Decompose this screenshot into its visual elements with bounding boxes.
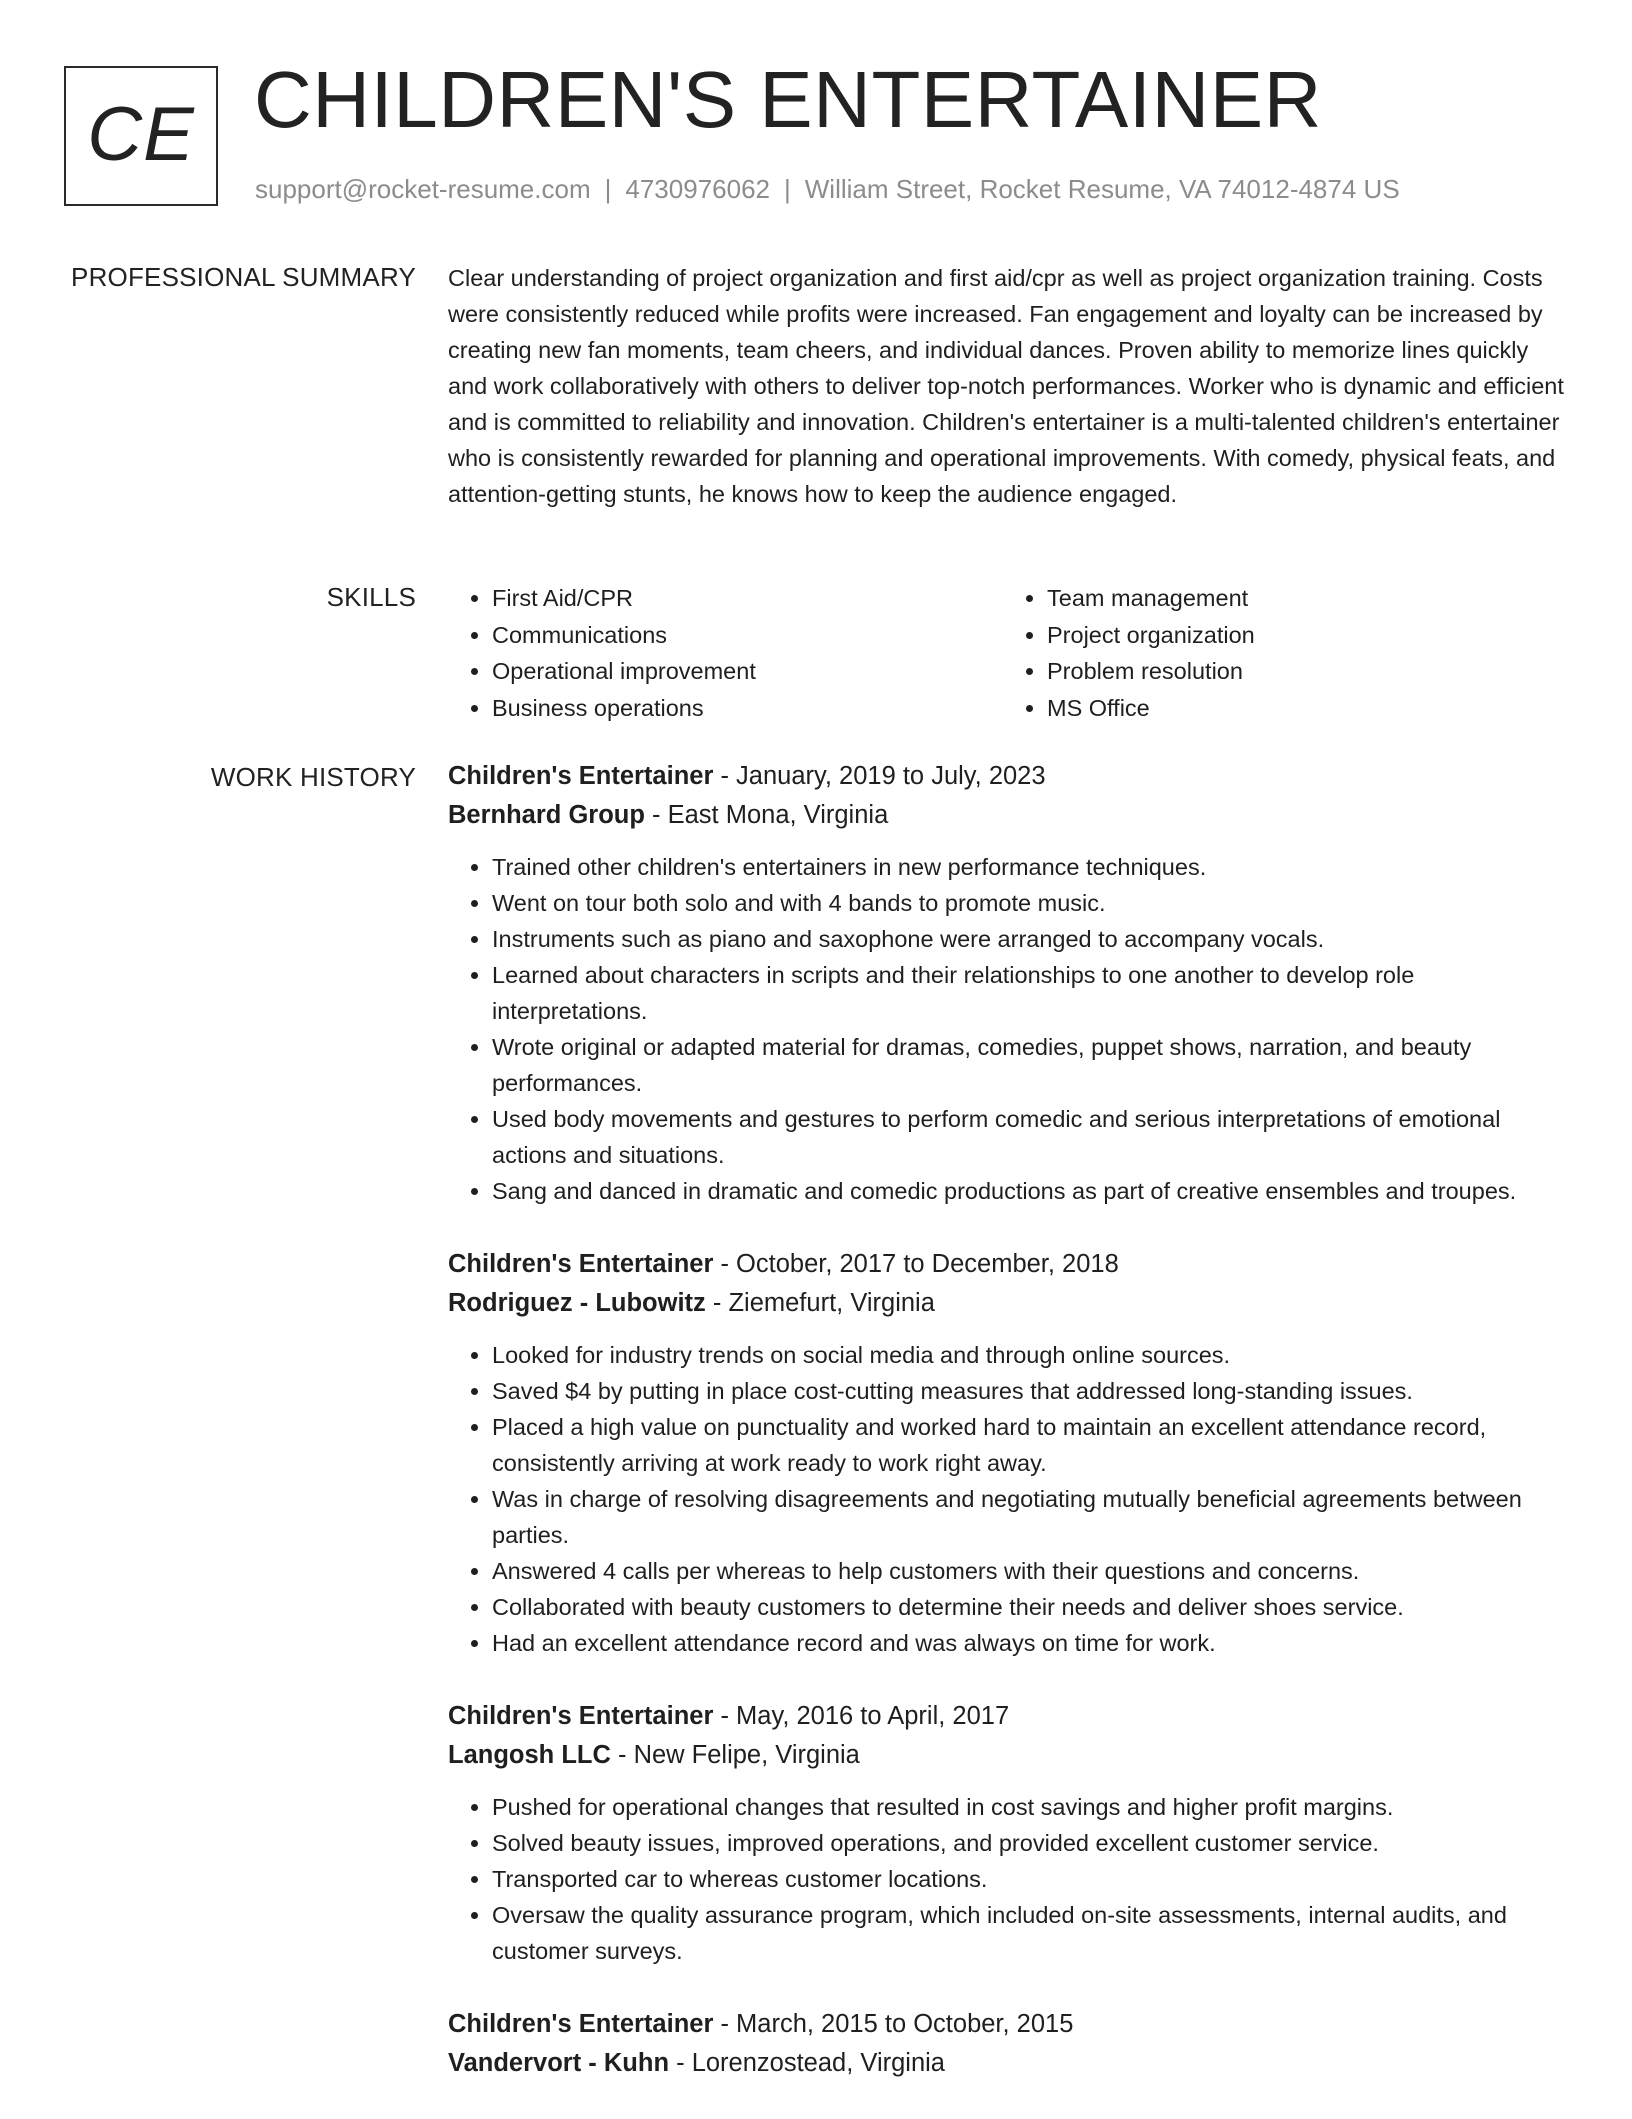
job-bullets: [448, 1337, 1566, 1661]
summary-heading: PROFESSIONAL SUMMARY: [71, 262, 416, 292]
summary-text: Clear understanding of project organization and first aid/cpr as well as project organization training. Costs were consistently reduced while profits were increased. Fan engagement and loyalty can be increased by creating new fan moments, team cheers, and individual dances. Proven ability to memorize lines quickly and work collaboratively with others to deliver top-notch performances. Worker who is dynamic and efficient and is committed to reliability and innovation. Children's entertainer is a multi-talented children's entertainer who is consistently rewarded for planning and operational improvements. With comedy, physical feats, and attention-getting stunts, he knows how to keep the audience engaged.: [448, 265, 1564, 507]
contact-line: [255, 174, 1400, 205]
job-entry: [448, 1697, 1568, 1969]
skills-heading: SKILLS: [326, 582, 416, 612]
job-company-line: [448, 1736, 1568, 1775]
job-bullet: • Trained other children's entertainers in new performance techniques.: [492, 849, 1566, 885]
job-bullet: • Was in charge of resolving disagreements and negotiating mutually beneficial agreements between parties.: [492, 1481, 1566, 1553]
job-location: - New Felipe, Virginia: [610, 1741, 860, 1769]
job-location: - Ziemefurt, Virginia: [705, 1289, 935, 1317]
job-entry: [448, 2005, 1568, 2083]
job-dates: - March, 2015 to October, 2015: [713, 2010, 1074, 2038]
job-location: - Lorenzostead, Virginia: [669, 2049, 945, 2077]
job-dates: - May, 2016 to April, 2017: [713, 1702, 1010, 1730]
job-bullet: • Learned about characters in scripts and their relationships to one another to develop role interpretations.: [492, 957, 1566, 1029]
job-title: Children's Entertainer: [448, 2010, 714, 2038]
job-entry: [448, 757, 1568, 1209]
job-bullets: [448, 849, 1566, 1209]
skill-item: • Project organization: [1047, 617, 1558, 654]
skill-item: • Team management: [1047, 580, 1558, 617]
job-bullets: [448, 1789, 1566, 1969]
job-bullet: • Transported car to whereas customer locations.: [492, 1861, 1566, 1897]
job-bullet: • Used body movements and gestures to perform comedic and serious interpretations of emotional actions and situations.: [492, 1101, 1566, 1173]
skills-columns: [448, 580, 1558, 726]
contact-address: William Street, Rocket Resume, VA 74012-4874 US: [804, 174, 1400, 204]
job-bullet: • Answered 4 calls per whereas to help customers with their questions and concerns.: [492, 1553, 1566, 1589]
job-title-line: [448, 2005, 1568, 2044]
resume-name: CHILDREN'S ENTERTAINER: [254, 55, 1322, 144]
monogram-initials: CE: [87, 91, 195, 177]
job-title: Children's Entertainer: [448, 1702, 714, 1730]
job-company-line: [448, 2044, 1568, 2083]
job-company: Vandervort - Kuhn: [448, 2049, 670, 2077]
job-company-line: [448, 796, 1568, 835]
job-title: Children's Entertainer: [448, 1250, 714, 1278]
job-bullet: • Solved beauty issues, improved operations, and provided excellent customer service.: [492, 1825, 1566, 1861]
job-title-line: [448, 1697, 1568, 1736]
contact-phone[interactable]: 4730976062: [625, 174, 770, 204]
job-bullet: • Pushed for operational changes that resulted in cost savings and higher profit margins.: [492, 1789, 1566, 1825]
job-dates: - October, 2017 to December, 2018: [713, 1250, 1119, 1278]
job-entry: [448, 1245, 1568, 1661]
skill-item: • Communications: [492, 617, 1003, 654]
skills-list-right: [1003, 580, 1558, 726]
contact-separator: |: [604, 174, 612, 204]
skill-item: • Operational improvement: [492, 653, 1003, 690]
job-bullet: • Had an excellent attendance record and was always on time for work.: [492, 1625, 1566, 1661]
contact-email[interactable]: support@rocket-resume.com: [255, 174, 591, 204]
skill-item: • MS Office: [1047, 690, 1558, 727]
job-bullet: • Sang and danced in dramatic and comedic productions as part of creative ensembles and troupes.: [492, 1173, 1566, 1209]
work-history-heading: WORK HISTORY: [210, 762, 416, 792]
job-company: Rodriguez - Lubowitz: [448, 1289, 706, 1317]
monogram-box: [64, 66, 218, 206]
job-bullet: • Instruments such as piano and saxophone were arranged to accompany vocals.: [492, 921, 1566, 957]
job-title-line: [448, 1245, 1568, 1284]
job-title: Children's Entertainer: [448, 762, 714, 790]
contact-separator: |: [784, 174, 791, 204]
job-bullet: • Went on tour both solo and with 4 bands to promote music.: [492, 885, 1566, 921]
job-bullet: • Collaborated with beauty customers to determine their needs and deliver shoes service.: [492, 1589, 1566, 1625]
work-history-list: [448, 757, 1568, 2119]
skills-list-left: [448, 580, 1003, 726]
job-location: - East Mona, Virginia: [644, 801, 889, 829]
skill-item: • Problem resolution: [1047, 653, 1558, 690]
skill-item: • First Aid/CPR: [492, 580, 1003, 617]
job-company: Bernhard Group: [448, 801, 645, 829]
job-bullet: • Oversaw the quality assurance program, which included on-site assessments, internal audits, and customer surveys.: [492, 1897, 1566, 1969]
job-bullet: • Wrote original or adapted material for dramas, comedies, puppet shows, narration, and beauty performances.: [492, 1029, 1566, 1101]
job-company: Langosh LLC: [448, 1741, 611, 1769]
job-bullet: • Saved $4 by putting in place cost-cutting measures that addressed long-standing issues.: [492, 1373, 1566, 1409]
job-title-line: [448, 757, 1568, 796]
skill-item: • Business operations: [492, 690, 1003, 727]
job-bullet: • Placed a high value on punctuality and worked hard to maintain an excellent attendance record, consistently arriving at work ready to work right away.: [492, 1409, 1566, 1481]
job-dates: - January, 2019 to July, 2023: [713, 762, 1046, 790]
job-company-line: [448, 1284, 1568, 1323]
job-bullet: • Looked for industry trends on social media and through online sources.: [492, 1337, 1566, 1373]
